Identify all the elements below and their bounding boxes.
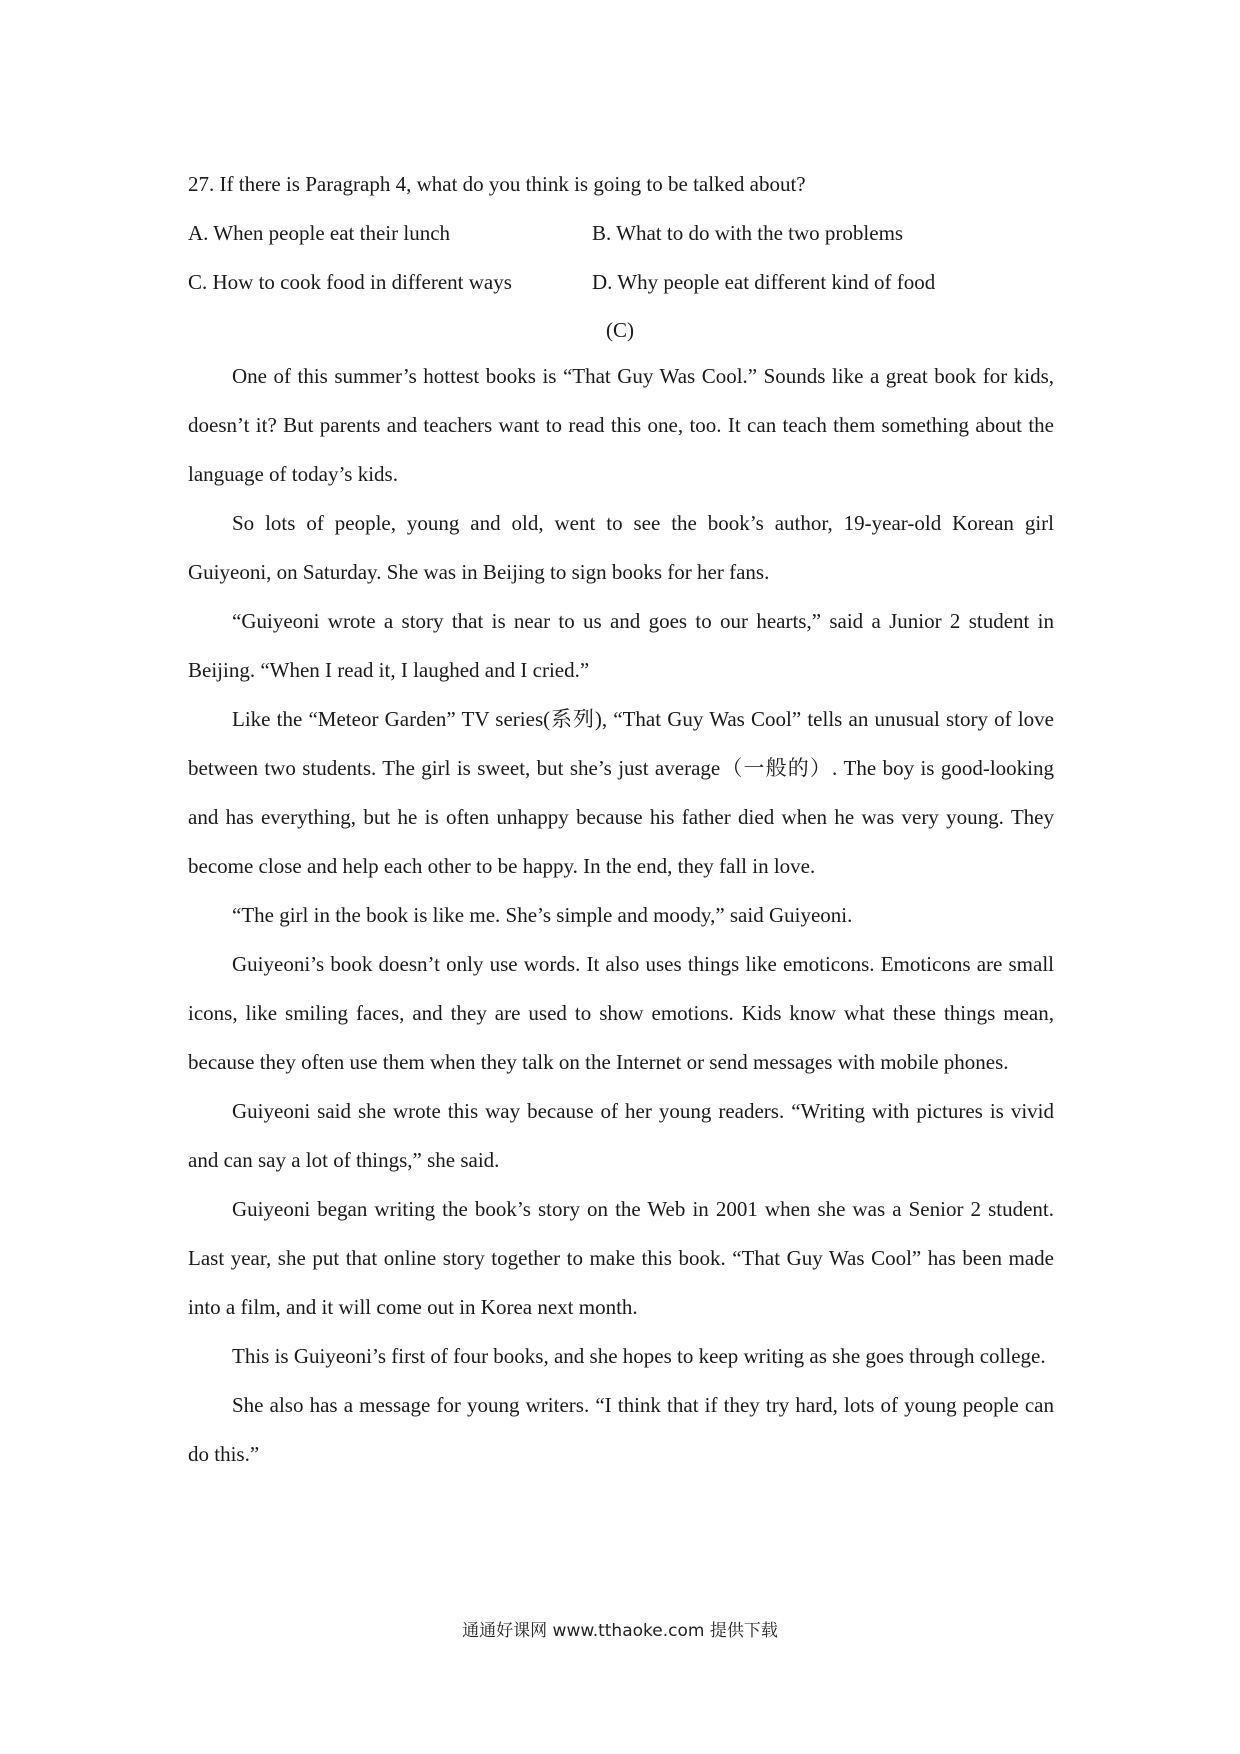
section-label-text: (C) — [606, 318, 634, 342]
paragraph: Guiyeoni said she wrote this way because of her young readers. “Writing with pictures is vivid and can say a lot of things,” she said. — [188, 1099, 1054, 1172]
question-stem: 27. If there is Paragraph 4, what do you think is going to be talked about? — [188, 172, 806, 196]
paragraph: Guiyeoni’s book doesn’t only use words. It also uses things like emoticons. Emoticons are small icons, like smiling faces, and they are used to show emotions. Kids know what these things mean, because they often use them when they talk on the Internet or send messages with mobile phones. — [188, 952, 1054, 1074]
paragraph: Like the “Meteor Garden” TV series(系列), “That Guy Was Cool” tells an unusual story of love between two students. The girl is sweet, but she’s just average（一般的）. The boy is good-looking and has everything, but he is often unhappy because his father died when he was very young. They become close and help each other to be happy. In the end, they fall in love. — [188, 707, 1054, 878]
paragraph: This is Guiyeoni’s first of four books, and she hopes to keep writing as she goes through college. — [232, 1344, 1046, 1368]
paragraph: She also has a message for young writers. “I think that if they try hard, lots of young people can do this.” — [188, 1393, 1054, 1466]
section-label — [0, 306, 1240, 355]
paragraph: So lots of people, young and old, went to see the book’s author, 19-year-old Korean girl Guiyeoni, on Saturday. She was in Beijing to sign books for her fans. — [188, 511, 1054, 584]
paragraph: Guiyeoni began writing the book’s story on the Web in 2001 when she was a Senior 2 student. Last year, she put that online story together to make this book. “That Guy Was Cool” has been made into a film, and it will come out in Korea next month. — [188, 1197, 1054, 1319]
option-d: D. Why people eat different kind of food — [592, 270, 936, 294]
option-c: C. How to cook food in different ways — [188, 270, 512, 294]
footer-watermark: 通通好课网 www.tthaoke.com 提供下载 — [462, 1621, 778, 1641]
article-body — [188, 352, 1054, 1479]
options-row-2 — [188, 258, 1068, 307]
paragraph: “The girl in the book is like me. She’s simple and moody,” said Guiyeoni. — [232, 903, 853, 927]
paragraph: One of this summer’s hottest books is “That Guy Was Cool.” Sounds like a great book for kids, doesn’t it? But parents and teachers want to read this one, too. It can teach them something about the language of today’s kids. — [188, 364, 1054, 486]
option-a: A. When people eat their lunch — [188, 221, 451, 245]
option-b: B. What to do with the two problems — [592, 221, 904, 245]
options-row-1 — [188, 209, 1068, 258]
paragraph: “Guiyeoni wrote a story that is near to us and goes to our hearts,” said a Junior 2 student in Beijing. “When I read it, I laughed and I cried.” — [188, 609, 1054, 682]
question-27 — [188, 160, 1068, 307]
